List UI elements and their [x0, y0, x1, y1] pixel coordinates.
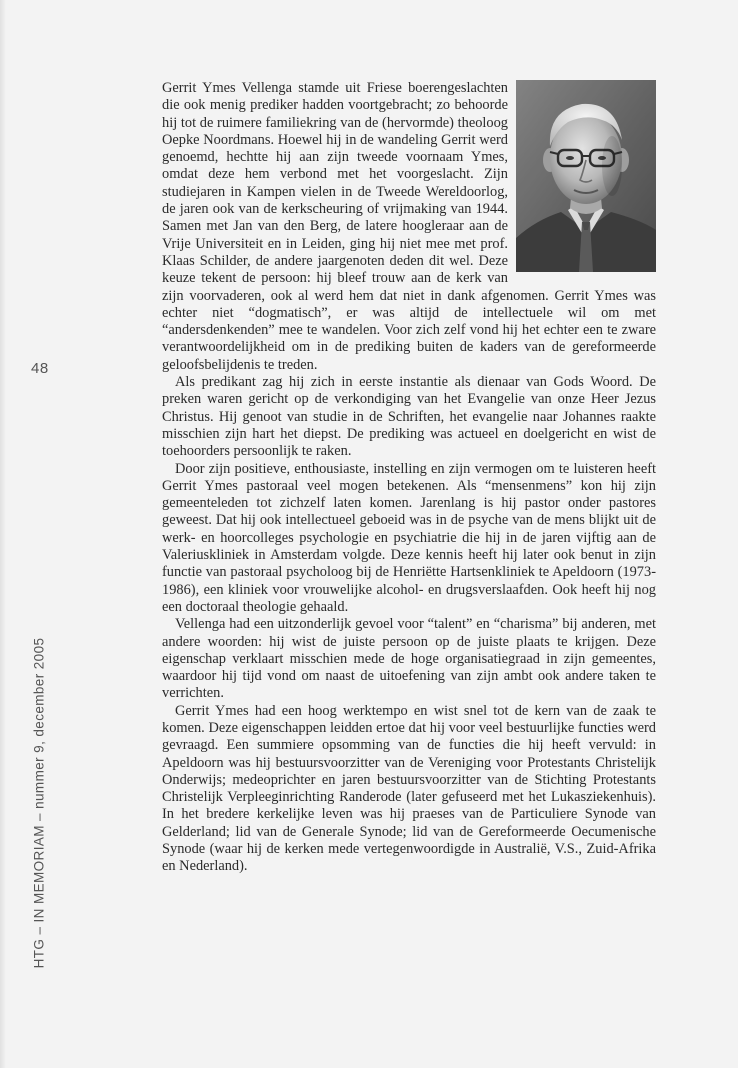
paragraph-5: Gerrit Ymes had een hoog werktempo en wist snel tot de kern van de zaak te komen. Deze eigenschappen leidden ertoe dat hij voor veel bestuurlijke functies werd gevraagd. Een summiere opsomming van de functies die hij heeft vervuld: in Apeldoorn was hij bestuursvoorzitter van de Vereniging voor Protestants Christelijk Onderwijs; medeoprichter en jaren bestuursvoorzitter van de Stichting Protestants Christelijk Verpleeginrichting Randerode (later gefuseerd met het Lukasziekenhuis). In het bredere kerkelijke leven was hij praeses van de Particuliere Synode van Gelderland; lid van de Generale Synode; lid van de Gereformeerde Oecumenische Synode (waar hij de kerken mede vertegenwoordigde in Australië, V.S., Zuid-Afrika en Nederland).: [162, 702, 656, 875]
paragraph-3: Door zijn positieve, enthousiaste, instelling en zijn vermogen om te luisteren heeft Gerrit Ymes pastoraal veel mogen betekenen. Als “mensenmens” kon hij zijn gemeenteleden tot zichzelf laten komen. Jarenlang is hij pastor onder pastores geweest. Dat hij ook intellectueel geboeid was in de psyche van de mens blijkt uit de werk- en hoorcolleges psychologie en psychiatrie die hij in de jaren vijftig aan de Valeriuskliniek in Amsterdam volgde. Deze kennis heeft hij later ook benut in zijn functie van pastoraal psycholoog bij de Henriëtte Hartsenkliniek te Apeldoorn (1973-1986), een kliniek voor vrouwelijke alcohol- en drugsverslaafden. Ook heeft hij nog een doctoraal theologie gehaald.: [162, 460, 656, 615]
page-number: 48: [31, 360, 49, 377]
article-body: [162, 80, 656, 876]
running-head: HTG – IN MEMORIAM – nummer 9, december 2005: [31, 637, 47, 969]
paragraph-1: Gerrit Ymes Vellenga stamde uit Friese boerengeslachten die ook menig prediker hadden voortgebracht; zo behoorde hij tot de ruimere familiekring van de (hervormde) theoloog Oepke Noordmans. Hoewel hij in de wandeling Gerrit werd genoemd, hechtte hij aan zijn tweede voornaam Ymes, omdat deze hem verbond met het voorgeslacht. Zijn studiejaren in Kampen vielen in de Tweede Wereldoorlog, de jaren ook van de kerkscheuring of vrijmaking van 1944. Samen met Jan van den Berg, de latere hoogleraar aan de Vrije Universiteit en in Leiden, ging hij niet mee met prof. Klaas Schilder, de andere jaargenoten deden dit wel. Deze keuze tekent de persoon: hij bleef trouw aan de kerk van zijn voorvaderen, ook al werd hem dat niet in dank afgenomen. Gerrit Ymes was echter niet “dogmatisch”, er was altijd de intellectuele wil om met “andersdenkenden” mee te wandelen. Voor zich zelf vond hij het echter een te zware verantwoordelijkheid om in de prediking buiten de kaders van de gereformeerde geloofsbelijdenis te treden.: [162, 80, 656, 373]
paragraph-4: Vellenga had een uitzonderlijk gevoel voor “talent” en “charisma” bij anderen, met andere woorden: hij wist de juiste persoon op de juiste plaats te krijgen. Deze eigenschap verklaart misschien mede de hoge organisatiegraad in zijn gemeentes, waardoor hij tijd vond om naast de uitoefening van zijn ambt ook andere taken te verrichten.: [162, 616, 656, 702]
portrait-photo: [516, 80, 656, 272]
paragraph-2: Als predikant zag hij zich in eerste instantie als dienaar van Gods Woord. De preken waren gericht op de verkondiging van het Evangelie van onze Heer Jezus Christus. Hij genoot van studie in de Schriften, het evangelie naar Johannes raakte misschien zijn hart het diepst. De prediking was actueel en doelgericht en wist de toehoorders persoonlijk te raken.: [162, 374, 656, 460]
